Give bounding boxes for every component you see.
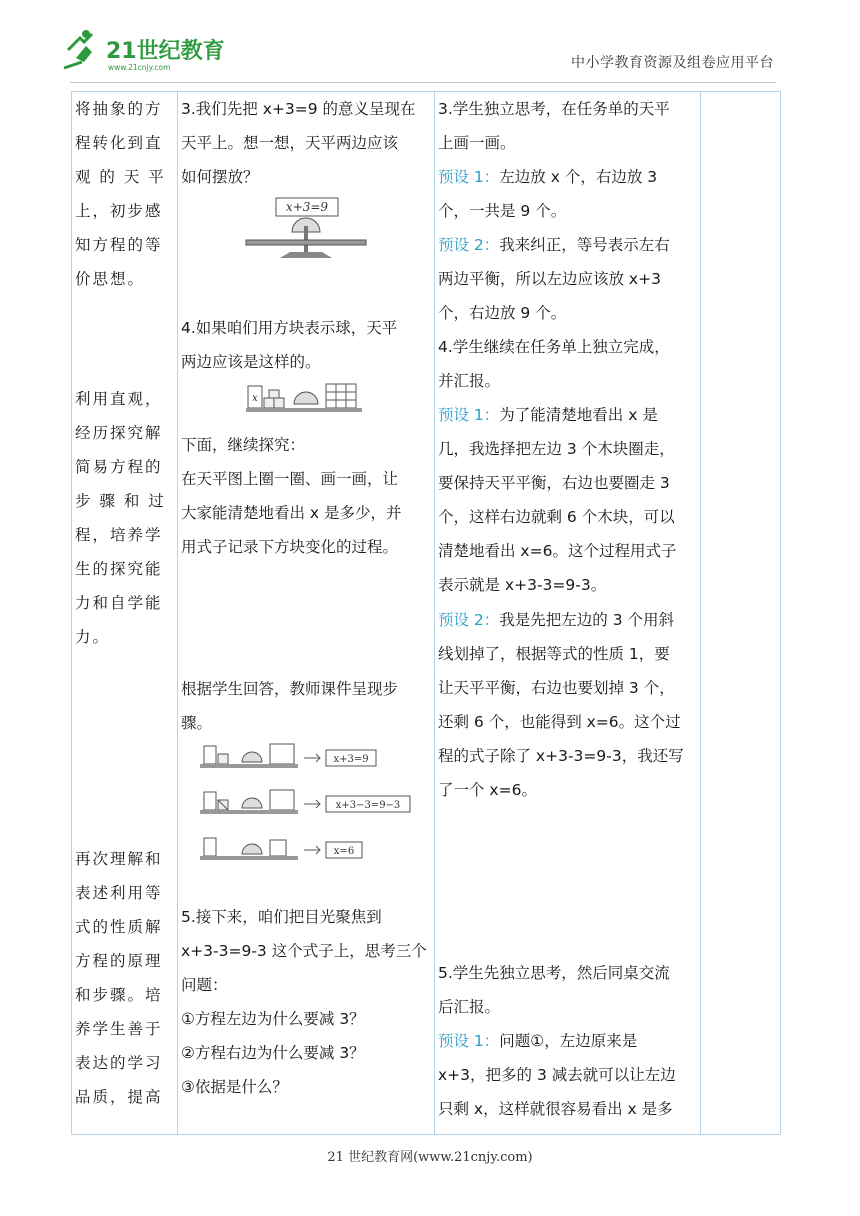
intent-line: 力和自学能	[75, 594, 163, 612]
student-line: 5.学生先独立思考，然后同桌交流	[438, 964, 670, 982]
teacher-line: 问题：	[181, 976, 228, 994]
intent-line: 观 的 天 平	[75, 168, 166, 186]
intent-line: 和步骤。培	[75, 986, 163, 1004]
teacher-line: 下面，继续探究：	[181, 436, 306, 454]
intent-line: 程转化到直	[75, 134, 163, 152]
teacher-line: 天平上。想一想，天平两边应该	[181, 134, 399, 152]
page-footer: 21 世纪教育网(www.21cnjy.com)	[327, 1150, 533, 1165]
balance-equation: x+3=9	[285, 200, 329, 214]
teacher-line: ③依据是什么？	[181, 1078, 288, 1096]
student-activity-column	[435, 92, 701, 1135]
intent-line: 表达的学习	[75, 1054, 163, 1072]
teacher-line: 3.我们先把 x+3=9 的意义呈现在	[181, 100, 416, 118]
intent-line: 上，初步感	[75, 202, 163, 220]
student-line: x+3，把多的 3 减去就可以让左边	[438, 1066, 676, 1084]
page-header	[0, 0, 860, 82]
intent-line: 再次理解和	[75, 850, 163, 868]
student-line: 上画一画。	[438, 134, 516, 152]
student-line: 并汇报。	[438, 372, 501, 390]
intent-line: 表述利用等	[75, 884, 163, 902]
student-line: 两边平衡，所以左边应该放 x+3	[438, 270, 661, 288]
teacher-line: 大家能清楚地看出 x 是多少，并	[181, 504, 402, 522]
teacher-line: ②方程右边为什么要减 3？	[181, 1044, 365, 1062]
step-equation: x=6	[333, 846, 355, 857]
intent-line: 式的性质解	[75, 918, 163, 936]
step-equation: x+3−3=9−3	[335, 800, 401, 811]
teacher-activity-column	[178, 92, 435, 1135]
student-line: 预设 1：为了能清楚地看出 x 是	[438, 406, 658, 424]
student-line: 要保持天平平衡，右边也要圈走 3	[438, 474, 670, 492]
teacher-line: ①方程左边为什么要减 3？	[181, 1010, 365, 1028]
student-line: 预设 1：问题①，左边原来是	[438, 1032, 638, 1050]
design-intent-column	[72, 92, 178, 1135]
teacher-line: 根据学生回答，教师课件呈现步	[181, 680, 399, 698]
teacher-line: x+3-3=9-3 这个式子上，思考三个	[181, 942, 427, 960]
student-line: 让天平平衡，右边也要划掉 3 个，	[438, 679, 675, 697]
student-line: 预设 2：我来纠正，等号表示左右	[438, 236, 670, 254]
teacher-line: 用式子记录下方块变化的过程。	[181, 538, 399, 556]
teacher-line: 4.如果咱们用方块表示球，天平	[181, 319, 398, 337]
intent-line: 步 骤 和 过	[75, 492, 166, 510]
notes-column	[701, 92, 781, 1135]
student-line: 4.学生继续在任务单上独立完成，	[438, 338, 670, 356]
step-equation: x+3=9	[333, 754, 369, 765]
intent-line: 养学生善于	[75, 1020, 163, 1038]
student-line: 还剩 6 个，也能得到 x=6。这个过	[438, 713, 681, 731]
svg-text:x: x	[252, 393, 258, 404]
preset-tag: 预设 1：	[438, 406, 500, 424]
intent-line: 价思想。	[75, 270, 146, 288]
student-line: 表示就是 x+3-3=9-3。	[438, 576, 607, 594]
student-line: 预设 1：左边放 x 个，右边放 3	[438, 168, 658, 186]
preset-tag: 预设 1：	[438, 1032, 500, 1050]
student-line: 线划掉了，根据等式的性质 1，要	[438, 645, 670, 663]
step-3	[200, 838, 362, 860]
teacher-line: 两边应该是这样的。	[181, 353, 321, 371]
student-line: 预设 2：我是先把左边的 3 个用斜	[438, 611, 675, 629]
student-line: 清楚地看出 x=6。这个过程用式子	[438, 542, 677, 560]
intent-line: 知方程的等	[75, 236, 163, 254]
teacher-line: 骤。	[181, 714, 213, 732]
balance-figure-1	[240, 196, 370, 268]
preset-tag: 预设 2：	[438, 236, 500, 254]
student-line: 3.学生独立思考，在任务单的天平	[438, 100, 670, 118]
student-line: 程的式子除了 x+3-3=9-3，我还写	[438, 747, 684, 765]
student-line: 只剩 x，这样就很容易看出 x 是多	[438, 1100, 673, 1118]
teacher-line: 在天平图上圈一圈、画一画，让	[181, 470, 399, 488]
student-line: 个，一共是 9 个。	[438, 202, 567, 220]
intent-line: 力。	[75, 628, 111, 646]
intent-line: 将抽象的方	[75, 100, 163, 118]
balance-figure-2	[244, 380, 368, 420]
platform-title: 中小学教育资源及组卷应用平台	[571, 55, 774, 71]
logo-icon	[62, 28, 232, 74]
intent-line: 利用直观，	[75, 390, 163, 408]
student-line: 后汇报。	[438, 998, 501, 1016]
student-line: 了一个 x=6。	[438, 781, 537, 799]
student-line: 几，我选择把左边 3 个木块圈走，	[438, 440, 675, 458]
teacher-line: 如何摆放？	[181, 168, 259, 186]
preset-tag: 预设 2：	[438, 611, 500, 629]
student-line: 个，这样右边就剩 6 个木块，可以	[438, 508, 675, 526]
intent-line: 经历探究解	[75, 424, 163, 442]
lesson-table	[71, 91, 781, 1135]
step-2	[200, 790, 410, 814]
intent-line: 简易方程的	[75, 458, 163, 476]
header-divider	[70, 82, 776, 83]
intent-line: 程，培养学	[75, 526, 163, 544]
intent-line: 品质，提高	[75, 1088, 163, 1106]
logo-text: 21世纪教育	[106, 39, 225, 64]
student-line: 个，右边放 9 个。	[438, 304, 567, 322]
teacher-line: 5.接下来，咱们把目光聚焦到	[181, 908, 382, 926]
preset-tag: 预设 1：	[438, 168, 500, 186]
intent-line: 生的探究能	[75, 560, 163, 578]
step-figures	[198, 742, 418, 872]
logo-url: www.21cnjy.com	[108, 63, 171, 72]
intent-line: 方程的原理	[75, 952, 163, 970]
step-1	[200, 744, 376, 768]
